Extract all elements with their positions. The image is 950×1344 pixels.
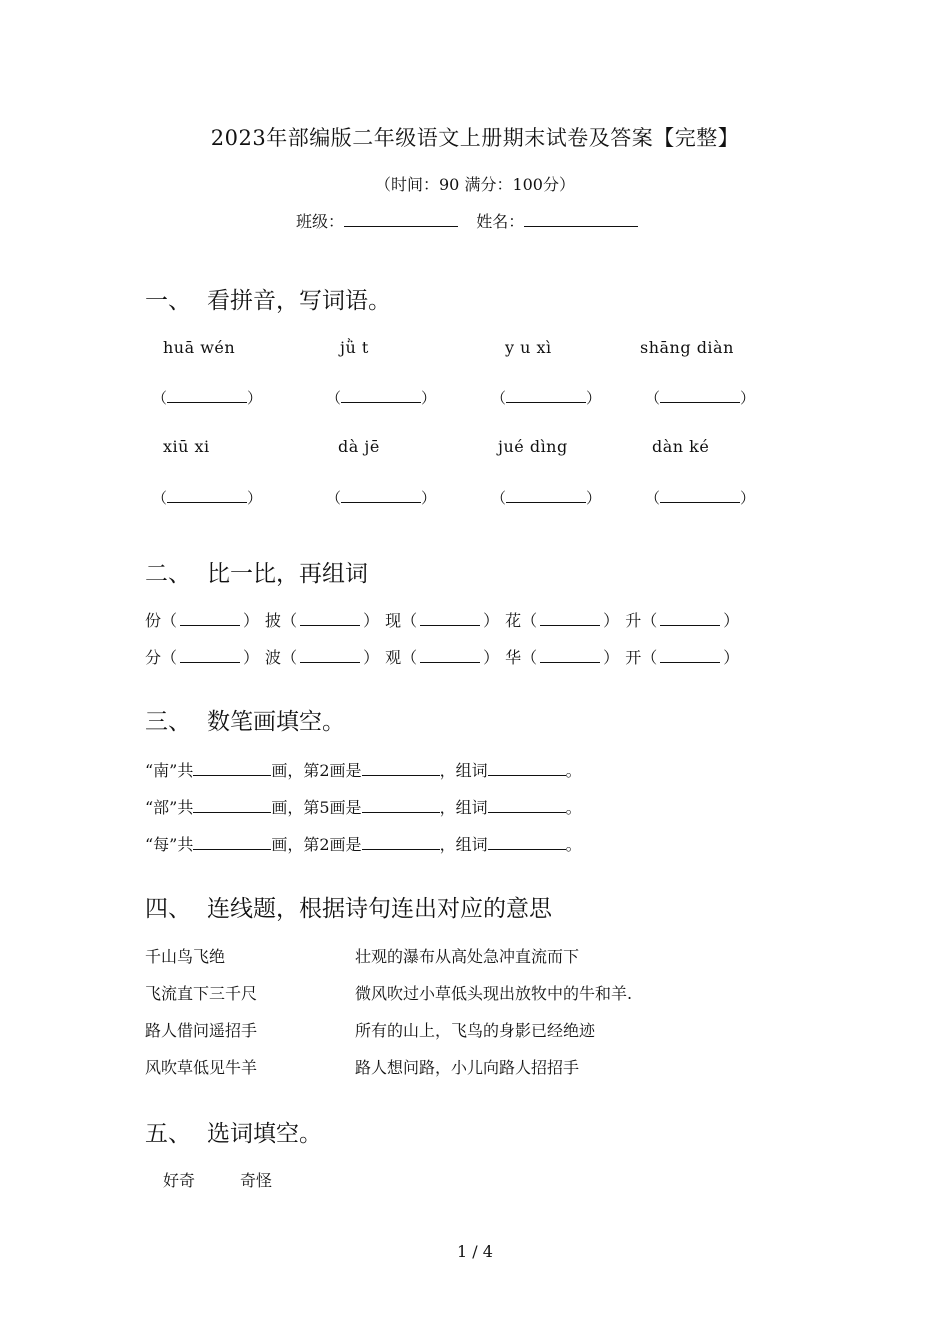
class-label: 班级： [296, 212, 345, 231]
pinyin-2: jǜ t [340, 338, 369, 357]
student-info-line [296, 209, 638, 232]
compare-item[interactable]: 开（ ） [625, 648, 740, 667]
poem-line-1[interactable]: 千山鸟飞绝 [145, 947, 226, 966]
pinyin-1: huā wén [163, 338, 236, 357]
section-title: 选词填空。 [207, 1121, 322, 1147]
section-number: 一、 [145, 288, 191, 314]
pinyin-4: shāng diàn [640, 338, 734, 357]
word-option-1: 好奇 [163, 1171, 196, 1190]
compare-item[interactable]: 升（ ） [625, 611, 740, 630]
section-4-heading [145, 890, 552, 923]
compare-row-1 [145, 608, 745, 631]
section-number: 二、 [145, 561, 191, 587]
page-number: 1 / 4 [457, 1242, 493, 1261]
poem-line-4[interactable]: 风吹草低见牛羊 [145, 1058, 258, 1077]
answer-box-5[interactable]: （ ） [152, 489, 263, 507]
section-5-heading [145, 1115, 322, 1148]
word-option-2: 奇怪 [240, 1171, 273, 1190]
answer-box-2[interactable]: （ ） [326, 389, 437, 407]
meaning-2[interactable]: 微风吹过小草低头现出放牧中的牛和羊. [355, 984, 633, 1003]
compare-item[interactable]: 华（ ） [505, 648, 620, 667]
exam-info: （时间：90 满分：100分） [375, 175, 575, 194]
stroke-question-1: “南”共 画，第2画是 ，组词 。 [145, 761, 582, 780]
compare-item[interactable]: 披（ ） [265, 611, 380, 630]
section-title: 连线题，根据诗句连出对应的意思 [207, 896, 552, 922]
stroke-question-2: “部”共 画，第5画是 ，组词 。 [145, 798, 582, 817]
section-3-heading [145, 703, 345, 736]
answer-box-4[interactable]: （ ） [645, 389, 756, 407]
meaning-4[interactable]: 路人想问路，小儿向路人招招手 [355, 1058, 580, 1077]
answer-box-1[interactable]: （ ） [152, 389, 263, 407]
section-title: 数笔画填空。 [207, 709, 345, 735]
section-number: 三、 [145, 709, 191, 735]
name-label: 姓名： [476, 212, 525, 231]
meaning-3[interactable]: 所有的山上，飞鸟的身影已经绝迹 [355, 1021, 596, 1040]
class-blank[interactable] [344, 212, 458, 227]
section-1-heading [145, 282, 391, 315]
pinyin-3: y u xì [505, 338, 552, 357]
compare-item[interactable]: 现（ ） [385, 611, 500, 630]
compare-item[interactable]: 观（ ） [385, 648, 500, 667]
section-title: 比一比，再组词 [207, 561, 368, 587]
blank[interactable] [362, 761, 440, 776]
section-number: 五、 [145, 1121, 191, 1147]
pinyin-8: dàn ké [652, 437, 710, 456]
pinyin-6: dà jē [338, 437, 380, 456]
answer-box-3[interactable]: （ ） [491, 389, 602, 407]
blank[interactable] [488, 835, 566, 850]
compare-item[interactable]: 份（ ） [145, 611, 260, 630]
poem-line-3[interactable]: 路人借问遥招手 [145, 1021, 258, 1040]
compare-item[interactable]: 花（ ） [505, 611, 620, 630]
blank[interactable] [362, 835, 440, 850]
section-2-heading [145, 555, 368, 588]
blank[interactable] [193, 798, 271, 813]
page-title: 2023年部编版二年级语文上册期末试卷及答案【完整】 [210, 126, 740, 150]
answer-box-7[interactable]: （ ） [491, 489, 602, 507]
compare-item[interactable]: 波（ ） [265, 648, 380, 667]
compare-item[interactable]: 分（ ） [145, 648, 260, 667]
blank[interactable] [362, 798, 440, 813]
answer-box-6[interactable]: （ ） [326, 489, 437, 507]
pinyin-5: xiū xi [163, 437, 210, 456]
stroke-question-3: “每”共 画，第2画是 ，组词 。 [145, 835, 582, 854]
compare-row-2 [145, 645, 745, 668]
blank[interactable] [488, 761, 566, 776]
blank[interactable] [488, 798, 566, 813]
poem-line-2[interactable]: 飞流直下三千尺 [145, 984, 258, 1003]
section-number: 四、 [145, 896, 191, 922]
blank[interactable] [193, 835, 271, 850]
name-blank[interactable] [524, 212, 638, 227]
blank[interactable] [193, 761, 271, 776]
pinyin-7: jué dìng [498, 437, 568, 456]
answer-box-8[interactable]: （ ） [645, 489, 756, 507]
meaning-1[interactable]: 壮观的瀑布从高处急冲直流而下 [355, 947, 580, 966]
section-title: 看拼音，写词语。 [207, 288, 391, 314]
